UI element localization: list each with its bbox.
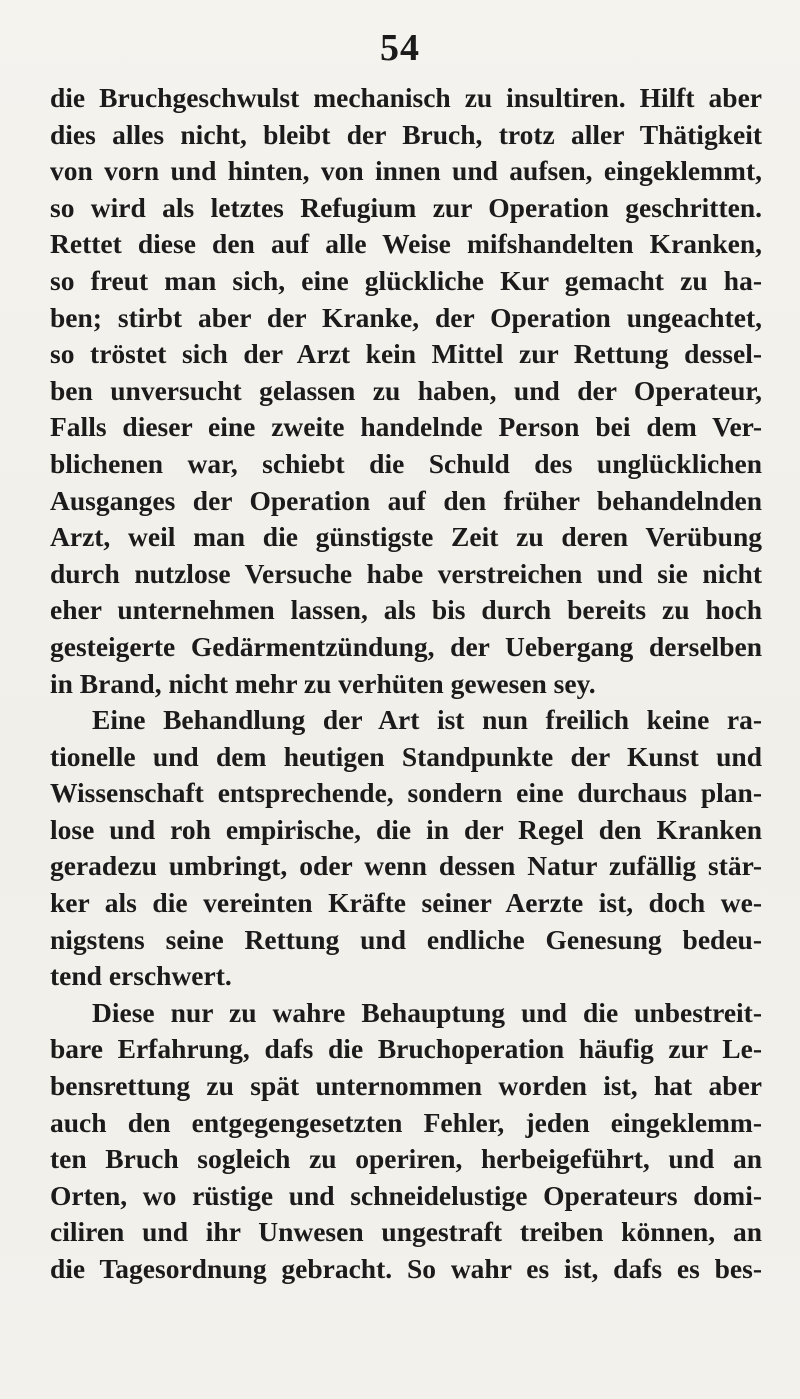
text-line: so wird als letztes Refugium zur Operation geschritten. bbox=[50, 191, 762, 223]
text-line: Rettet diese den auf alle Weise mifshandelten Kranken, bbox=[50, 228, 762, 260]
text-line: ben unversucht gelassen zu haben, und der Operateur, bbox=[50, 374, 762, 406]
text-line: tend erschwert. bbox=[50, 960, 232, 992]
text-line: die Tagesordnung gebracht. So wahr es ist, dafs es bes- bbox=[50, 1253, 762, 1284]
text-line: bare Erfahrung, dafs die Bruchoperation häufig zur Le- bbox=[50, 1033, 762, 1065]
text-line: ten Bruch sogleich zu operiren, herbeigeführt, und an bbox=[50, 1143, 762, 1175]
text-line: blichenen war, schiebt die Schuld des unglücklichen bbox=[50, 447, 762, 479]
text-line: Diese nur zu wahre Behauptung und die unbestreit- bbox=[92, 996, 762, 1028]
text-line: nigstens seine Rettung und endliche Genesung bedeu- bbox=[50, 923, 762, 955]
text-line: so tröstet sich der Arzt kein Mittel zur Rettung dessel- bbox=[50, 338, 762, 370]
text-line: eher unternehmen lassen, als bis durch bereits zu hoch bbox=[50, 594, 762, 626]
text-line: lose und roh empirische, die in der Regel den Kranken bbox=[50, 813, 762, 845]
text-line: in Brand, nicht mehr zu verhüten gewesen sey. bbox=[50, 667, 596, 699]
text-line: von vorn und hinten, von innen und aufsen, eingeklemmt, bbox=[50, 155, 762, 187]
text-line: dies alles nicht, bleibt der Bruch, trotz aller Thätigkeit bbox=[50, 118, 762, 150]
text-line: Wissenschaft entsprechende, sondern eine durchaus plan- bbox=[50, 777, 762, 809]
text-line: gesteigerte Gedärmentzündung, der Uebergang derselben bbox=[50, 630, 762, 662]
page-number: 54 bbox=[380, 27, 420, 69]
text-line: durch nutzlose Versuche habe verstreichen und sie nicht bbox=[50, 557, 762, 589]
text-line: ben; stirbt aber der Kranke, der Operation ungeachtet, bbox=[50, 301, 762, 333]
text-line: geradezu umbringt, oder wenn dessen Natur zufällig stär- bbox=[50, 850, 762, 882]
text-line: bensrettung zu spät unternommen worden ist, hat aber bbox=[50, 1070, 762, 1102]
text-line: Eine Behandlung der Art ist nun freilich keine ra- bbox=[92, 704, 762, 736]
text-line: ciliren und ihr Unwesen ungestraft treiben können, an bbox=[50, 1216, 762, 1248]
text-line: so freut man sich, eine glückliche Kur gemacht zu ha- bbox=[50, 264, 762, 296]
text-line: ker als die vereinten Kräfte seiner Aerzte ist, doch we- bbox=[50, 887, 762, 919]
text-line: Arzt, weil man die günstigste Zeit zu deren Verübung bbox=[50, 521, 762, 553]
text-line: Ausganges der Operation auf den früher behandelnden bbox=[50, 484, 762, 516]
text-line: die Bruchgeschwulst mechanisch zu insultiren. Hilft aber bbox=[50, 82, 762, 113]
text-line: Falls dieser eine zweite handelnde Person bei dem Ver- bbox=[50, 411, 762, 443]
text-line: tionelle und dem heutigen Standpunkte der Kunst und bbox=[50, 740, 762, 772]
text-line: auch den entgegengesetzten Fehler, jeden eingeklemm- bbox=[50, 1106, 762, 1138]
text-line: Orten, wo rüstige und schneidelustige Operateurs domi- bbox=[50, 1179, 762, 1211]
body-text bbox=[50, 80, 762, 1288]
